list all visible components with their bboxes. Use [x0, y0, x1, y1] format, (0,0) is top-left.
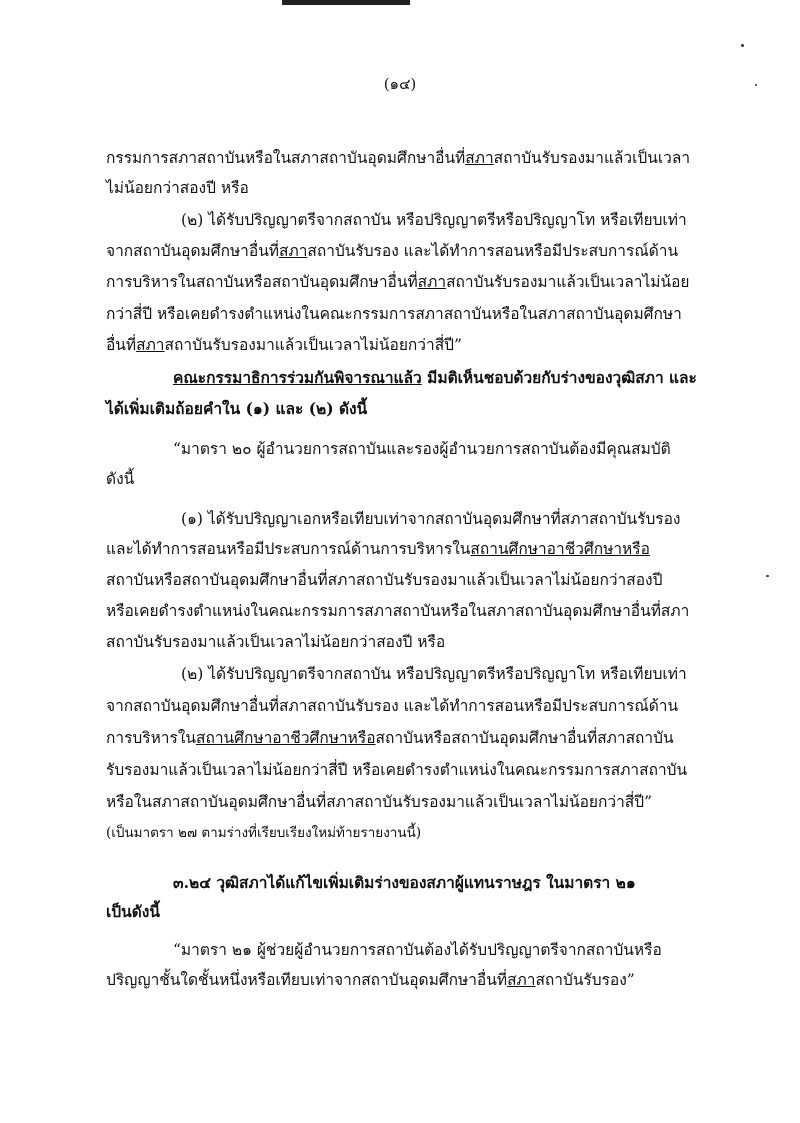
section21-line2: ปริญญาชั้นใดชั้นหนึ่งหรือเทียบเท่าจากสถาบันอุดมศึกษาอื่นที่สภาสถาบันรับรอง”: [106, 971, 635, 989]
section20-line2: ดังนี้: [106, 470, 135, 488]
item1-line1: (๑) ได้รับปริญญาเอกหรือเทียบเท่าจากสถาบันอุดมศึกษาที่สภาสถาบันรับรอง: [181, 510, 681, 528]
page-number: (๑๔): [383, 75, 417, 93]
renumber-note: (เป็นมาตรา ๒๗ ตามร่างที่เรียบเรียงใหม่ท้ายรายงานนี้): [106, 825, 422, 841]
item1-line4: หรือเคยดำรงตำแหน่งในคณะกรรมการสภาสถาบันหรือในสภาสถาบันอุดมศึกษาอื่นที่สภา: [106, 602, 690, 620]
item2-line2: จากสถาบันอุดมศึกษาอื่นที่สภาสถาบันรับรอง และได้ทำการสอนหรือมีประสบการณ์ด้าน: [106, 697, 679, 715]
scan-speck: [741, 44, 744, 47]
item2-line4: รับรองมาแล้วเป็นเวลาไม่น้อยกว่าสี่ปี หรือเคยดำรงตำแหน่งในคณะกรรมการสภาสถาบัน: [106, 761, 688, 779]
item1-line2: และได้ทำการสอนหรือมีประสบการณ์ด้านการบริหารในสถานศึกษาอาชีวศึกษาหรือ: [106, 540, 650, 558]
para2-line4: กว่าสี่ปี หรือเคยดำรงตำแหน่งในคณะกรรมการสภาสถาบันหรือในสภาสถาบันอุดมศึกษา: [106, 305, 682, 323]
para2-line5: อื่นที่สภาสถาบันรับรองมาแล้วเป็นเวลาไม่น้อยกว่าสี่ปี”: [106, 336, 462, 354]
item2-line3: การบริหารในสถานศึกษาอาชีวศึกษาหรือสถาบันหรือสถาบันอุดมศึกษาอื่นที่สภาสถาบัน: [106, 729, 674, 747]
item1-line5: สถาบันรับรองมาแล้วเป็นเวลาไม่น้อยกว่าสองปี หรือ: [106, 633, 446, 651]
top-rule: [282, 0, 410, 5]
para1-line2: ไม่น้อยกว่าสองปี หรือ: [106, 179, 249, 197]
heading-3-24-line2: เป็นดังนี้: [106, 902, 160, 921]
item1-line3: สถาบันหรือสถาบันอุดมศึกษาอื่นที่สภาสถาบันรับรองมาแล้วเป็นเวลาไม่น้อยกว่าสองปี: [106, 571, 663, 589]
para2-line2: จากสถาบันอุดมศึกษาอื่นที่สภาสถาบันรับรอง และได้ทำการสอนหรือมีประสบการณ์ด้าน: [106, 242, 679, 260]
section20-line1: “มาตรา ๒๐ ผู้อำนวยการสถาบันและรองผู้อำนวยการสถาบันต้องมีคุณสมบัติ: [173, 440, 671, 458]
item2-line5: หรือในสภาสถาบันอุดมศึกษาอื่นที่สภาสถาบันรับรองมาแล้วเป็นเวลาไม่น้อยกว่าสี่ปี”: [106, 793, 653, 811]
para2-line1: (๒) ได้รับปริญญาตรีจากสถาบัน หรือปริญญาตรีหรือปริญญาโท หรือเทียบเท่า: [181, 211, 687, 229]
para1-line1: กรรมการสภาสถาบันหรือในสภาสถาบันอุดมศึกษาอื่นที่สภาสถาบันรับรองมาแล้วเป็นเวลา: [106, 149, 691, 167]
committee-line1: คณะกรรมาธิการร่วมกันพิจารณาแล้ว มีมติเห็นชอบด้วยกับร่างของวุฒิสภา และ: [173, 368, 697, 387]
committee-line2: ได้เพิ่มเติมถ้อยคำใน (๑) และ (๒) ดังนี้: [106, 399, 368, 418]
scan-speck: [766, 575, 769, 577]
item2-line1: (๒) ได้รับปริญญาตรีจากสถาบัน หรือปริญญาตรีหรือปริญญาโท หรือเทียบเท่า: [181, 665, 687, 683]
para2-line3: การบริหารในสถาบันหรือสถาบันอุดมศึกษาอื่นที่สภาสถาบันรับรองมาแล้วเป็นเวลาไม่น้อย: [106, 273, 690, 291]
section21-line1: “มาตรา ๒๑ ผู้ช่วยผู้อำนวยการสถาบันต้องได้รับปริญญาตรีจากสถาบันหรือ: [173, 941, 662, 959]
heading-3-24-line1: ๓.๒๔ วุฒิสภาได้แก้ไขเพิ่มเติมร่างของสภาผู้แทนราษฎร ในมาตรา ๒๑: [173, 873, 636, 892]
